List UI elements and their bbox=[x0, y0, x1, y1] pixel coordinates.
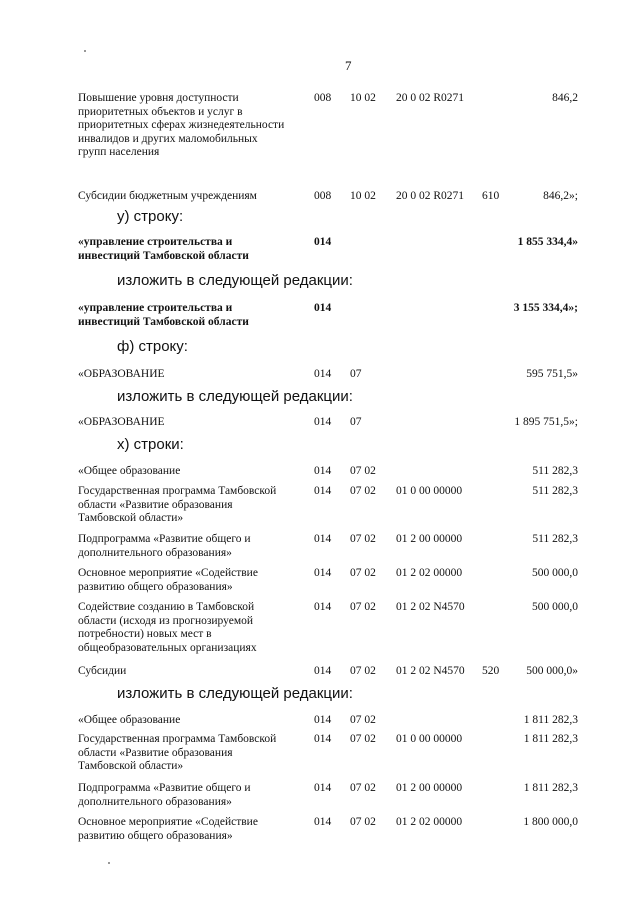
row-ved: 014 bbox=[314, 416, 332, 428]
row-rz: 07 02 bbox=[350, 816, 376, 828]
row-ved: 014 bbox=[314, 236, 332, 248]
row-amount: 1 800 000,0 bbox=[523, 816, 578, 828]
row-amount: 511 282,3 bbox=[532, 465, 578, 477]
row-vr: 610 bbox=[482, 190, 500, 202]
row-ved: 014 bbox=[314, 533, 332, 545]
row-ved: 014 bbox=[314, 368, 332, 380]
row-amount: 846,2»; bbox=[543, 190, 578, 202]
row-rz: 07 02 bbox=[350, 567, 376, 579]
row-csr: 01 2 02 00000 bbox=[396, 567, 463, 579]
row-amount: 1 895 751,5»; bbox=[514, 416, 578, 428]
row-ved: 014 bbox=[314, 733, 332, 745]
row-name: «управление строительства и инвестиций Тамбовской области bbox=[78, 236, 249, 262]
row-amount: 511 282,3 bbox=[532, 485, 578, 497]
row-csr: 01 0 00 00000 bbox=[396, 485, 463, 497]
row-rz: 07 02 bbox=[350, 733, 376, 745]
row-rz: 07 02 bbox=[350, 665, 376, 677]
instruction-text: изложить в следующей редакции: bbox=[117, 272, 353, 289]
instruction-text: у) строку: bbox=[117, 208, 184, 225]
row-name: Повышение уровня доступности приоритетных объектов и услуг в приоритетных сферах жизнедеятельности инвалидов и других маломобильных групп населения bbox=[78, 92, 285, 158]
row-rz: 07 02 bbox=[350, 485, 376, 497]
row-csr: 20 0 02 R0271 bbox=[396, 92, 465, 104]
row-name: «Общее образование bbox=[78, 465, 181, 477]
row-rz: 07 02 bbox=[350, 533, 376, 545]
row-rz: 07 02 bbox=[350, 465, 376, 477]
row-ved: 008 bbox=[314, 92, 332, 104]
row-ved: 014 bbox=[314, 601, 332, 613]
row-amount: 1 811 282,3 bbox=[523, 714, 578, 726]
row-rz: 07 02 bbox=[350, 714, 376, 726]
row-ved: 014 bbox=[314, 714, 332, 726]
row-ved: 014 bbox=[314, 567, 332, 579]
row-csr: 01 2 02 N4570 bbox=[396, 601, 465, 613]
row-name: Подпрограмма «Развитие общего и дополнительного образования» bbox=[78, 533, 251, 559]
row-vr: 520 bbox=[482, 665, 500, 677]
row-name: Содействие созданию в Тамбовской области (исходя из прогнозируемой потребности) новых мест в общеобразовательных организациях bbox=[78, 601, 257, 654]
instruction-text: изложить в следующей редакции: bbox=[117, 388, 353, 405]
row-name: «управление строительства и инвестиций Тамбовской области bbox=[78, 302, 249, 328]
instruction-text: изложить в следующей редакции: bbox=[117, 685, 353, 702]
row-name: Подпрограмма «Развитие общего и дополнительного образования» bbox=[78, 782, 251, 808]
row-amount: 1 811 282,3 bbox=[523, 782, 578, 794]
row-name: Субсидии бюджетным учреждениям bbox=[78, 190, 257, 202]
row-rz: 10 02 bbox=[350, 190, 376, 202]
row-name: Государственная программа Тамбовской области «Развитие образования Тамбовской области» bbox=[78, 733, 277, 772]
row-amount: 500 000,0 bbox=[532, 601, 578, 613]
row-ved: 014 bbox=[314, 816, 332, 828]
row-name: Основное мероприятие «Содействие развитию общего образования» bbox=[78, 816, 258, 842]
row-rz: 07 02 bbox=[350, 601, 376, 613]
row-csr: 01 2 00 00000 bbox=[396, 533, 463, 545]
row-amount: 3 155 334,4»; bbox=[513, 302, 578, 314]
row-name: Государственная программа Тамбовской области «Развитие образования Тамбовской области» bbox=[78, 485, 277, 524]
page-number: 7 bbox=[345, 58, 352, 73]
row-csr: 01 2 00 00000 bbox=[396, 782, 463, 794]
row-ved: 014 bbox=[314, 782, 332, 794]
row-rz: 07 bbox=[350, 368, 362, 380]
row-name: Основное мероприятие «Содействие развитию общего образования» bbox=[78, 567, 258, 593]
row-ved: 014 bbox=[314, 665, 332, 677]
row-ved: 008 bbox=[314, 190, 332, 202]
row-csr: 20 0 02 R0271 bbox=[396, 190, 465, 202]
row-amount: 500 000,0» bbox=[526, 665, 578, 677]
row-name: «ОБРАЗОВАНИЕ bbox=[78, 416, 165, 428]
row-ved: 014 bbox=[314, 485, 332, 497]
row-amount: 1 855 334,4» bbox=[517, 236, 578, 248]
row-amount: 1 811 282,3 bbox=[523, 733, 578, 745]
row-amount: 595 751,5» bbox=[526, 368, 578, 380]
instruction-text: х) строки: bbox=[117, 436, 184, 453]
row-ved: 014 bbox=[314, 465, 332, 477]
row-rz: 10 02 bbox=[350, 92, 376, 104]
row-amount: 500 000,0 bbox=[532, 567, 578, 579]
row-name: «Общее образование bbox=[78, 714, 181, 726]
instruction-text: ф) строку: bbox=[117, 338, 188, 355]
row-name: «ОБРАЗОВАНИЕ bbox=[78, 368, 165, 380]
row-amount: 846,2 bbox=[552, 92, 578, 104]
row-csr: 01 2 02 00000 bbox=[396, 816, 463, 828]
row-csr: 01 2 02 N4570 bbox=[396, 665, 465, 677]
row-name: Субсидии bbox=[78, 665, 127, 677]
row-ved: 014 bbox=[314, 302, 332, 314]
row-rz: 07 bbox=[350, 416, 362, 428]
row-rz: 07 02 bbox=[350, 782, 376, 794]
row-amount: 511 282,3 bbox=[532, 533, 578, 545]
row-csr: 01 0 00 00000 bbox=[396, 733, 463, 745]
